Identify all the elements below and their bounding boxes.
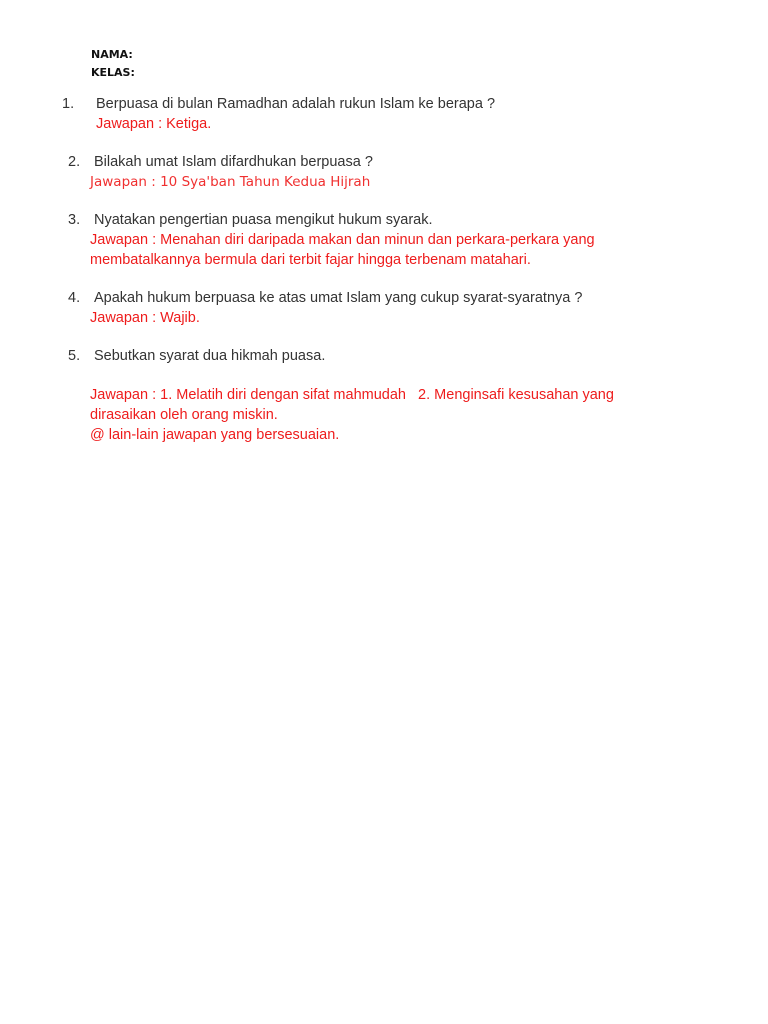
question-number: 1.: [62, 96, 75, 112]
question-number: 4.: [68, 290, 81, 306]
question-5: [0, 346, 768, 366]
answer-line: Jawapan : 10 Sya'ban Tahun Kedua Hijrah: [90, 174, 371, 190]
answer-line: @ lain-lain jawapan yang bersesuaian.: [90, 427, 340, 443]
nama-label: NAMA:: [91, 48, 133, 61]
question-3: [0, 210, 768, 230]
answer-line: dirasaikan oleh orang miskin.: [90, 407, 278, 423]
question-number: 5.: [68, 348, 81, 364]
question-text: Nyatakan pengertian puasa mengikut hukum syarak.: [94, 212, 433, 228]
answer-2: [90, 172, 370, 192]
answer-4: [90, 308, 200, 328]
question-text: Apakah hukum berpuasa ke atas umat Islam yang cukup syarat-syaratnya ?: [94, 290, 583, 306]
answer-line: Jawapan : Ketiga.: [96, 116, 212, 132]
answer-line: Jawapan : 1. Melatih diri dengan sifat mahmudah 2. Menginsafi kesusahan yang: [90, 387, 614, 403]
kelas-label: KELAS:: [91, 66, 135, 79]
question-number: 3.: [68, 212, 81, 228]
question-text: Sebutkan syarat dua hikmah puasa.: [94, 348, 326, 364]
question-2: [0, 152, 768, 172]
question-1: [0, 94, 768, 114]
answer-5: [90, 385, 614, 445]
answer-1: [96, 114, 211, 134]
question-number: 2.: [68, 154, 81, 170]
answer-line: Jawapan : Menahan diri daripada makan dan minun dan perkara-perkara yang: [90, 232, 595, 248]
question-text: Berpuasa di bulan Ramadhan adalah rukun Islam ke berapa ?: [96, 96, 496, 112]
question-4: [0, 288, 768, 308]
question-text: Bilakah umat Islam difardhukan berpuasa ?: [94, 154, 373, 170]
student-info-header: [91, 46, 135, 82]
answer-line: Jawapan : Wajib.: [90, 310, 200, 326]
answer-3: [90, 230, 595, 270]
answer-line: membatalkannya bermula dari terbit fajar hingga terbenam matahari.: [90, 252, 531, 268]
